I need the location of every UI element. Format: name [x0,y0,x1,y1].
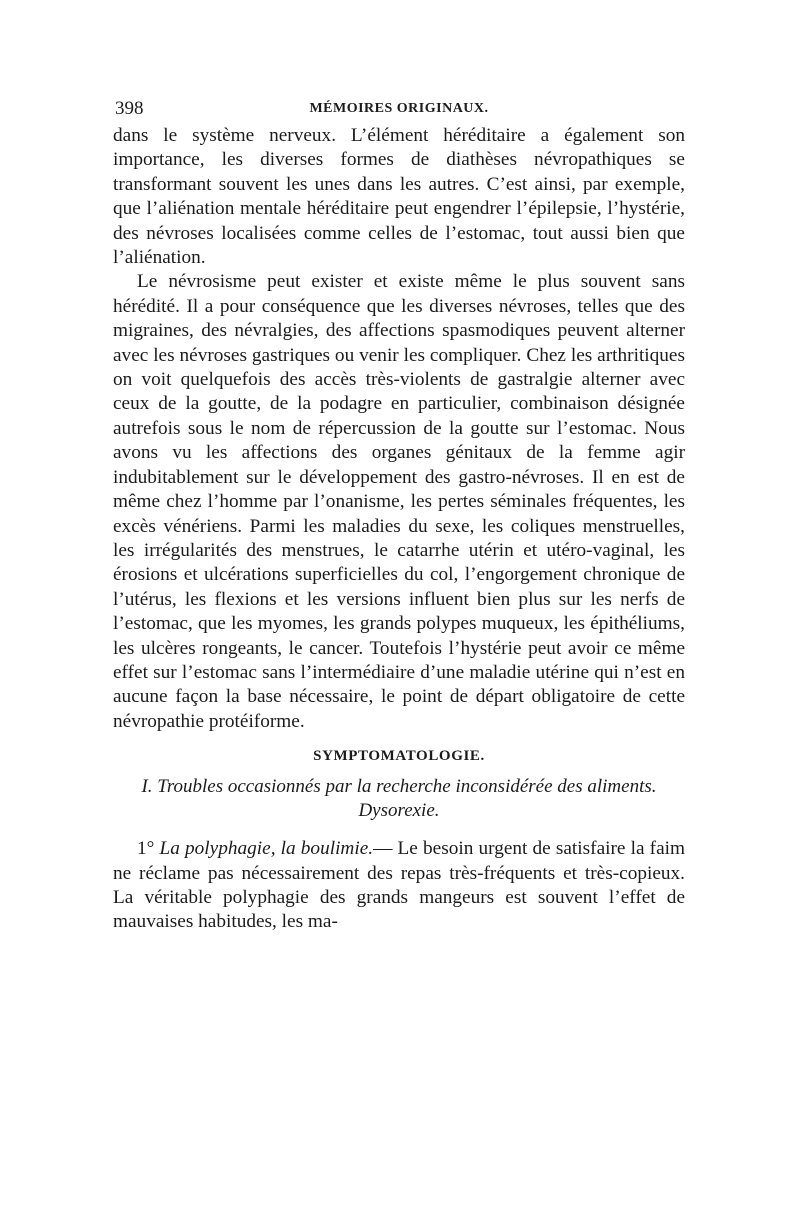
page-number: 398 [115,98,144,119]
paragraph-heredity: dans le système nerveux. L’élément héréditaire a également son importance, les diverses formes de diathèses névropathiques se transformant souvent les unes dans les autres. C’est ainsi, par exemple, que l’aliénation mentale héréditaire peut engendrer l’épilepsie, l’hystérie, des névroses localisées comme celles de l’estomac, tout aussi bien que l’aliénation. [113,125,685,269]
running-title: MÉMOIRES ORIGINAUX. [309,101,489,116]
running-header [113,98,685,124]
section-heading: SYMPTOMATOLOGIE. [313,748,485,765]
section-subheading: I. Troubles occasionnés par la recherche inconsidérée des aliments. Dysorexie. [141,776,657,822]
book-page [113,98,685,935]
item-number: 1° [137,838,155,860]
paragraph-polyphagie [113,837,685,935]
item-title: La polyphagie, la boulimie. [159,838,374,860]
paragraph-nevrosisme: Le névrosisme peut exister et existe même le plus souvent sans hérédité. Il a pour conséquence que les diverses névroses, telles que des migraines, des névralgies, des affections spasmodiques peuvent alterner avec les névroses gastriques ou venir les compliquer. Chez les arthritiques on voit quelquefois des accès très-violents de gastralgie alterner avec ceux de la goutte, de la podagre en particulier, combinaison désignée autrefois sous le nom de répercussion de la goutte sur l’estomac. Nous avons vu les affections des organes génitaux de la femme agir indubitablement sur le développement des gastro-névroses. Il en est de même chez l’homme par l’onanisme, les pertes séminales fréquentes, les excès vénériens. Parmi les maladies du sexe, les coliques menstruelles, les irrégularités des menstrues, le catarrhe utérin et utéro-vaginal, les érosions et ulcérations superficielles du col, l’engorgement chronique de l’utérus, les flexions et les versions influent bien plus sur les nerfs de l’estomac, que les myomes, les grands polypes muqueux, les épithéliums, les ulcères rongeants, le cancer. Toutefois l’hystérie peut avoir ce même effet sur l’estomac sans l’intermédiaire d’une maladie utérine qui n’est en aucune façon la base nécessaire, le point de départ obligatoire de cette névropathie protéiforme. [113,271,685,732]
item-text: — Le besoin urgent de satisfaire la faim ne réclame pas nécessairement des repas très-fréquents et très-copieux. La véritable polyphagie des grands mangeurs est souvent l’effet de mauvaises habitudes, les ma- [113,838,685,933]
